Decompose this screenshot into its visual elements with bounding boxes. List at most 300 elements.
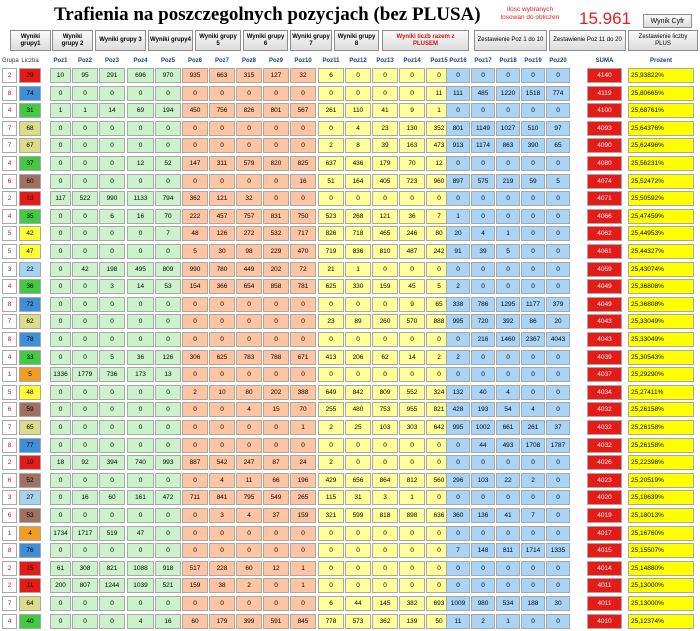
position-cell: 995 bbox=[446, 420, 470, 435]
group-7-button[interactable]: Wyniki grupy 7 bbox=[290, 30, 332, 51]
position-cell: 0 bbox=[471, 455, 495, 470]
position-cell: 30 bbox=[209, 244, 235, 259]
position-cell: 80 bbox=[426, 226, 452, 241]
position-cell: 693 bbox=[426, 596, 452, 611]
position-cell: 362 bbox=[182, 191, 208, 206]
position-cell: 60 bbox=[236, 561, 262, 576]
position-cell: 0 bbox=[496, 455, 520, 470]
position-cell: 0 bbox=[496, 578, 520, 593]
position-cell: 0 bbox=[546, 350, 570, 365]
group-5-button[interactable]: Wyniki grupy 5 bbox=[195, 30, 241, 51]
position-cell: 0 bbox=[127, 244, 154, 259]
position-cell: 0 bbox=[127, 508, 154, 523]
position-cell: 0 bbox=[399, 578, 425, 593]
percent-cell: 25,13000% bbox=[628, 596, 694, 611]
position-cell: 65 bbox=[426, 297, 452, 312]
position-cell: 4 bbox=[496, 385, 520, 400]
number-cell: 22 bbox=[19, 262, 41, 277]
position-cell: 0 bbox=[72, 350, 98, 365]
digit-results-button[interactable]: Wynik Cyfr bbox=[643, 14, 692, 28]
position-cell: 260 bbox=[372, 314, 398, 329]
position-cell: 1787 bbox=[546, 438, 570, 453]
percent-cell: 25,18013% bbox=[628, 508, 694, 523]
position-cell: 0 bbox=[290, 596, 316, 611]
position-cell: 23 bbox=[318, 314, 344, 329]
number-cell: 74 bbox=[19, 86, 41, 101]
position-cell: 89 bbox=[345, 314, 371, 329]
position-cell: 0 bbox=[426, 543, 452, 558]
position-cell: 1174 bbox=[471, 138, 495, 153]
position-cell: 0 bbox=[446, 490, 470, 505]
position-cell: 0 bbox=[263, 297, 289, 312]
percent-cell: 25,12374% bbox=[628, 614, 694, 629]
position-cell: 0 bbox=[372, 262, 398, 277]
position-cell: 0 bbox=[236, 138, 262, 153]
percent-cell: 25,33049% bbox=[628, 314, 694, 329]
number-cell: 68 bbox=[19, 121, 41, 136]
position-cell: 0 bbox=[263, 86, 289, 101]
sum-cell: 4026 bbox=[587, 455, 622, 470]
position-cell: 0 bbox=[318, 543, 344, 558]
position-cell: 0 bbox=[263, 314, 289, 329]
position-cell: 0 bbox=[50, 490, 71, 505]
position-cell: 0 bbox=[546, 209, 570, 224]
position-cell: 0 bbox=[236, 367, 262, 382]
position-cell: 136 bbox=[471, 508, 495, 523]
position-cell: 202 bbox=[263, 385, 289, 400]
position-cell: 0 bbox=[209, 367, 235, 382]
sum-cell: 4071 bbox=[587, 191, 622, 206]
position-cell: 0 bbox=[72, 614, 98, 629]
position-cell: 362 bbox=[372, 614, 398, 629]
position-cell: 0 bbox=[546, 244, 570, 259]
position-cell: 1 bbox=[446, 209, 470, 224]
position-cell: 103 bbox=[372, 420, 398, 435]
position-cell: 261 bbox=[521, 420, 545, 435]
position-cell: 0 bbox=[318, 121, 344, 136]
position-cell: 0 bbox=[399, 86, 425, 101]
position-cell: 0 bbox=[182, 402, 208, 417]
sum-cell: 4074 bbox=[587, 174, 622, 189]
position-cell: 0 bbox=[521, 191, 545, 206]
position-cell: 0 bbox=[263, 121, 289, 136]
position-cell: 39 bbox=[372, 138, 398, 153]
position-cell: 0 bbox=[521, 614, 545, 629]
position-cell: 0 bbox=[209, 543, 235, 558]
percent-cell: 25,64376% bbox=[628, 121, 694, 136]
position-cell: 0 bbox=[72, 138, 98, 153]
position-cell: 781 bbox=[290, 279, 316, 294]
position-cell: 0 bbox=[263, 191, 289, 206]
group-cell: 7 bbox=[2, 138, 17, 153]
position-cell: 161 bbox=[127, 490, 154, 505]
position-cell: 913 bbox=[446, 138, 470, 153]
position-cell: 801 bbox=[263, 103, 289, 118]
sum-cell: 4049 bbox=[587, 279, 622, 294]
position-cell: 0 bbox=[263, 332, 289, 347]
position-cell: 0 bbox=[209, 174, 235, 189]
position-cell: 549 bbox=[263, 490, 289, 505]
group-cell: 5 bbox=[2, 226, 17, 241]
position-cell: 10 bbox=[209, 385, 235, 400]
position-cell: 0 bbox=[496, 561, 520, 576]
percent-cell: 25,22398% bbox=[628, 455, 694, 470]
position-cell: 0 bbox=[399, 367, 425, 382]
position-cell: 0 bbox=[72, 402, 98, 417]
position-cell: 16 bbox=[290, 174, 316, 189]
position-cell: 3 bbox=[99, 279, 125, 294]
position-cell: 0 bbox=[446, 68, 470, 83]
position-cell: 990 bbox=[182, 262, 208, 277]
position-cell: 36 bbox=[399, 209, 425, 224]
position-cell: 4 bbox=[345, 121, 371, 136]
group-8-button[interactable]: Wyniki grupy 8 bbox=[334, 30, 379, 51]
percent-cell: 25,62496% bbox=[628, 138, 694, 153]
position-cell: 801 bbox=[446, 121, 470, 136]
sum-cell: 4140 bbox=[587, 68, 622, 83]
group-cell: 6 bbox=[2, 402, 17, 417]
position-cell: 599 bbox=[345, 508, 371, 523]
position-cell: 0 bbox=[263, 526, 289, 541]
position-cell: 718 bbox=[345, 226, 371, 241]
position-cell: 321 bbox=[318, 508, 344, 523]
header-liczba: Liczba bbox=[21, 58, 39, 64]
position-cell: 11 bbox=[236, 473, 262, 488]
number-cell: 59 bbox=[19, 402, 41, 417]
group-cell: 8 bbox=[2, 332, 17, 347]
position-cell: 0 bbox=[345, 543, 371, 558]
position-cell: 995 bbox=[446, 314, 470, 329]
position-cell: 53 bbox=[155, 279, 181, 294]
position-cell: 0 bbox=[263, 596, 289, 611]
position-cell: 0 bbox=[72, 279, 98, 294]
number-cell: 15 bbox=[19, 561, 41, 576]
position-cell: 0 bbox=[372, 191, 398, 206]
position-cell: 0 bbox=[50, 402, 71, 417]
summary-pos-1-10-button[interactable]: Zestawienie Poz 1 do 10 bbox=[474, 30, 547, 51]
position-cell: 37 bbox=[263, 508, 289, 523]
position-cell: 48 bbox=[182, 226, 208, 241]
position-cell: 6 bbox=[318, 68, 344, 83]
position-cell: 0 bbox=[50, 438, 71, 453]
position-cell: 0 bbox=[546, 367, 570, 382]
sum-cell: 4014 bbox=[587, 561, 622, 576]
position-cell: 753 bbox=[372, 402, 398, 417]
position-cell: 0 bbox=[155, 297, 181, 312]
position-cell: 836 bbox=[345, 244, 371, 259]
summary-pos-11-20-button[interactable]: Zestawienie Poz 11 do 20 bbox=[549, 30, 626, 51]
position-cell: 778 bbox=[318, 614, 344, 629]
group-4-button[interactable]: Wyniki grupy4 bbox=[148, 30, 193, 51]
position-cell: 2 bbox=[521, 473, 545, 488]
group-1-button[interactable]: Wyniki grupy1 bbox=[10, 30, 51, 51]
position-cell: 0 bbox=[182, 86, 208, 101]
position-cell: 5 bbox=[496, 244, 520, 259]
percent-cell: 25,16760% bbox=[628, 526, 694, 541]
position-cell: 62 bbox=[372, 350, 398, 365]
results-with-plus-button[interactable]: Wyniki liczb razem z PLUSEM bbox=[382, 30, 469, 51]
percent-cell: 25,36808% bbox=[628, 279, 694, 294]
position-cell: 0 bbox=[372, 297, 398, 312]
position-cell: 60 bbox=[99, 490, 125, 505]
sum-cell: 4062 bbox=[587, 226, 622, 241]
position-cell: 0 bbox=[318, 438, 344, 453]
position-cell: 117 bbox=[50, 191, 71, 206]
group-cell: 7 bbox=[2, 596, 17, 611]
position-cell: 0 bbox=[372, 367, 398, 382]
position-cell: 366 bbox=[209, 279, 235, 294]
position-cell: 717 bbox=[290, 226, 316, 241]
position-cell: 1 bbox=[399, 490, 425, 505]
percent-cell: 25,43074% bbox=[628, 262, 694, 277]
group-cell: 6 bbox=[2, 174, 17, 189]
position-cell: 0 bbox=[496, 262, 520, 277]
position-cell: 20 bbox=[446, 226, 470, 241]
position-cell: 394 bbox=[99, 455, 125, 470]
percent-cell: 25,44327% bbox=[628, 244, 694, 259]
position-cell: 0 bbox=[399, 543, 425, 558]
position-cell: 47 bbox=[127, 526, 154, 541]
position-cell: 0 bbox=[99, 226, 125, 241]
position-cell: 783 bbox=[236, 350, 262, 365]
position-cell: 625 bbox=[209, 350, 235, 365]
header-poz14: Poz14 bbox=[403, 58, 421, 64]
position-cell: 200 bbox=[50, 578, 71, 593]
number-cell: 19 bbox=[19, 455, 41, 470]
group-6-button[interactable]: Wyniki grupy 6 bbox=[243, 30, 288, 51]
sum-cell: 4119 bbox=[587, 86, 622, 101]
group-3-button[interactable]: Wyniki grupy 3 bbox=[95, 30, 146, 51]
position-cell: 0 bbox=[290, 314, 316, 329]
position-cell: 0 bbox=[521, 103, 545, 118]
position-cell: 0 bbox=[399, 438, 425, 453]
position-cell: 0 bbox=[372, 578, 398, 593]
header-poz19: Poz19 bbox=[524, 58, 542, 64]
position-cell: 0 bbox=[72, 438, 98, 453]
position-cell: 0 bbox=[182, 121, 208, 136]
position-cell: 1002 bbox=[471, 420, 495, 435]
position-cell: 1 bbox=[72, 103, 98, 118]
position-cell: 219 bbox=[496, 174, 520, 189]
position-cell: 193 bbox=[471, 402, 495, 417]
number-cell: 5 bbox=[19, 367, 41, 382]
position-cell: 42 bbox=[72, 262, 98, 277]
position-cell: 0 bbox=[155, 473, 181, 488]
position-cell: 0 bbox=[155, 121, 181, 136]
position-cell: 0 bbox=[236, 86, 262, 101]
position-cell: 570 bbox=[399, 314, 425, 329]
position-cell: 1177 bbox=[521, 297, 545, 312]
group-cell: 1 bbox=[2, 367, 17, 382]
position-cell: 14 bbox=[127, 279, 154, 294]
position-cell: 575 bbox=[471, 174, 495, 189]
position-cell: 897 bbox=[446, 174, 470, 189]
position-cell: 0 bbox=[236, 543, 262, 558]
position-cell: 0 bbox=[155, 526, 181, 541]
position-cell: 39 bbox=[471, 244, 495, 259]
position-cell: 14 bbox=[99, 103, 125, 118]
position-cell: 0 bbox=[209, 121, 235, 136]
position-cell: 0 bbox=[209, 596, 235, 611]
position-cell: 450 bbox=[182, 103, 208, 118]
position-cell: 16 bbox=[127, 209, 154, 224]
position-cell: 0 bbox=[496, 350, 520, 365]
position-cell: 480 bbox=[345, 402, 371, 417]
position-cell: 970 bbox=[155, 68, 181, 83]
position-cell: 0 bbox=[290, 332, 316, 347]
position-cell: 0 bbox=[209, 86, 235, 101]
percent-cell: 25,68761% bbox=[628, 103, 694, 118]
position-cell: 0 bbox=[546, 614, 570, 629]
position-cell: 723 bbox=[399, 174, 425, 189]
position-cell: 0 bbox=[155, 244, 181, 259]
header-poz3: Poz3 bbox=[104, 58, 119, 64]
position-cell: 0 bbox=[50, 121, 71, 136]
position-cell: 115 bbox=[318, 490, 344, 505]
sum-cell: 4032 bbox=[587, 402, 622, 417]
position-cell: 552 bbox=[399, 385, 425, 400]
position-cell: 1088 bbox=[127, 561, 154, 576]
sum-cell: 4023 bbox=[587, 473, 622, 488]
position-cell: 0 bbox=[399, 455, 425, 470]
position-cell: 163 bbox=[399, 138, 425, 153]
position-cell: 0 bbox=[99, 332, 125, 347]
position-cell: 0 bbox=[99, 473, 125, 488]
position-cell: 0 bbox=[318, 332, 344, 347]
summary-plus-button[interactable]: Zestawienie liczby PLUS bbox=[628, 30, 698, 51]
group-cell: 4 bbox=[2, 209, 17, 224]
position-cell: 0 bbox=[372, 438, 398, 453]
position-cell: 0 bbox=[182, 297, 208, 312]
position-cell: 1149 bbox=[471, 121, 495, 136]
position-cell: 229 bbox=[263, 244, 289, 259]
group-cell: 8 bbox=[2, 297, 17, 312]
position-cell: 188 bbox=[521, 596, 545, 611]
position-cell: 0 bbox=[236, 174, 262, 189]
header-poz6: Poz6 bbox=[187, 58, 202, 64]
position-cell: 0 bbox=[72, 121, 98, 136]
header-poz7: Poz7 bbox=[214, 58, 229, 64]
position-cell: 0 bbox=[127, 297, 154, 312]
position-cell: 4 bbox=[236, 402, 262, 417]
position-cell: 296 bbox=[446, 473, 470, 488]
position-cell: 306 bbox=[182, 350, 208, 365]
position-cell: 69 bbox=[127, 103, 154, 118]
position-cell: 0 bbox=[50, 350, 71, 365]
group-2-button[interactable]: Wyniki grupy 2 bbox=[52, 30, 93, 51]
position-cell: 0 bbox=[99, 508, 125, 523]
position-cell: 0 bbox=[546, 156, 570, 171]
group-cell: 2 bbox=[2, 191, 17, 206]
position-cell: 202 bbox=[263, 262, 289, 277]
position-cell: 534 bbox=[496, 596, 520, 611]
position-cell: 206 bbox=[345, 350, 371, 365]
position-cell: 821 bbox=[426, 402, 452, 417]
position-cell: 0 bbox=[399, 561, 425, 576]
number-cell: 78 bbox=[19, 332, 41, 347]
position-cell: 9 bbox=[399, 103, 425, 118]
position-cell: 0 bbox=[372, 455, 398, 470]
position-cell: 663 bbox=[209, 68, 235, 83]
sum-cell: 4066 bbox=[587, 209, 622, 224]
position-cell: 0 bbox=[50, 543, 71, 558]
position-cell: 0 bbox=[426, 68, 452, 83]
position-cell: 0 bbox=[50, 614, 71, 629]
position-cell: 0 bbox=[496, 490, 520, 505]
position-cell: 720 bbox=[471, 314, 495, 329]
position-cell: 7 bbox=[155, 226, 181, 241]
position-cell: 110 bbox=[345, 103, 371, 118]
position-cell: 0 bbox=[471, 68, 495, 83]
position-cell: 1 bbox=[290, 578, 316, 593]
position-cell: 95 bbox=[72, 68, 98, 83]
position-cell: 1708 bbox=[521, 438, 545, 453]
position-cell: 0 bbox=[236, 596, 262, 611]
position-cell: 0 bbox=[546, 578, 570, 593]
position-cell: 0 bbox=[318, 561, 344, 576]
position-cell: 0 bbox=[471, 350, 495, 365]
position-cell: 0 bbox=[155, 138, 181, 153]
position-cell: 0 bbox=[345, 68, 371, 83]
position-cell: 0 bbox=[209, 526, 235, 541]
position-cell: 86 bbox=[521, 314, 545, 329]
percent-cell: 25,93822% bbox=[628, 68, 694, 83]
position-cell: 579 bbox=[236, 156, 262, 171]
position-cell: 0 bbox=[318, 578, 344, 593]
position-cell: 315 bbox=[236, 68, 262, 83]
sum-cell: 4061 bbox=[587, 244, 622, 259]
position-cell: 0 bbox=[263, 578, 289, 593]
position-cell: 3 bbox=[372, 490, 398, 505]
position-cell: 0 bbox=[426, 332, 452, 347]
position-cell: 18 bbox=[50, 455, 71, 470]
position-cell: 54 bbox=[496, 402, 520, 417]
position-cell: 0 bbox=[50, 279, 71, 294]
position-cell: 0 bbox=[155, 438, 181, 453]
position-cell: 0 bbox=[263, 438, 289, 453]
position-cell: 246 bbox=[399, 226, 425, 241]
position-cell: 591 bbox=[263, 614, 289, 629]
position-cell: 807 bbox=[72, 578, 98, 593]
position-cell: 0 bbox=[546, 226, 570, 241]
group-cell: 5 bbox=[2, 385, 17, 400]
position-cell: 0 bbox=[496, 526, 520, 541]
percent-cell: 25,52472% bbox=[628, 174, 694, 189]
position-cell: 0 bbox=[496, 68, 520, 83]
position-cell: 786 bbox=[471, 297, 495, 312]
position-cell: 0 bbox=[290, 543, 316, 558]
percent-cell: 25,30543% bbox=[628, 350, 694, 365]
position-cell: 1039 bbox=[127, 578, 154, 593]
position-cell: 0 bbox=[50, 314, 71, 329]
number-cell: 11 bbox=[19, 578, 41, 593]
position-cell: 0 bbox=[546, 191, 570, 206]
position-cell: 788 bbox=[263, 350, 289, 365]
position-cell: 228 bbox=[209, 561, 235, 576]
position-cell: 820 bbox=[263, 156, 289, 171]
position-cell: 10 bbox=[50, 68, 71, 83]
position-cell: 0 bbox=[182, 473, 208, 488]
position-cell: 60 bbox=[182, 614, 208, 629]
position-cell: 216 bbox=[471, 332, 495, 347]
position-cell: 0 bbox=[72, 473, 98, 488]
position-cell: 0 bbox=[426, 262, 452, 277]
number-cell: 77 bbox=[19, 438, 41, 453]
position-cell: 0 bbox=[496, 367, 520, 382]
header-poz18: Poz18 bbox=[499, 58, 517, 64]
position-cell: 0 bbox=[127, 138, 154, 153]
position-cell: 65 bbox=[546, 138, 570, 153]
